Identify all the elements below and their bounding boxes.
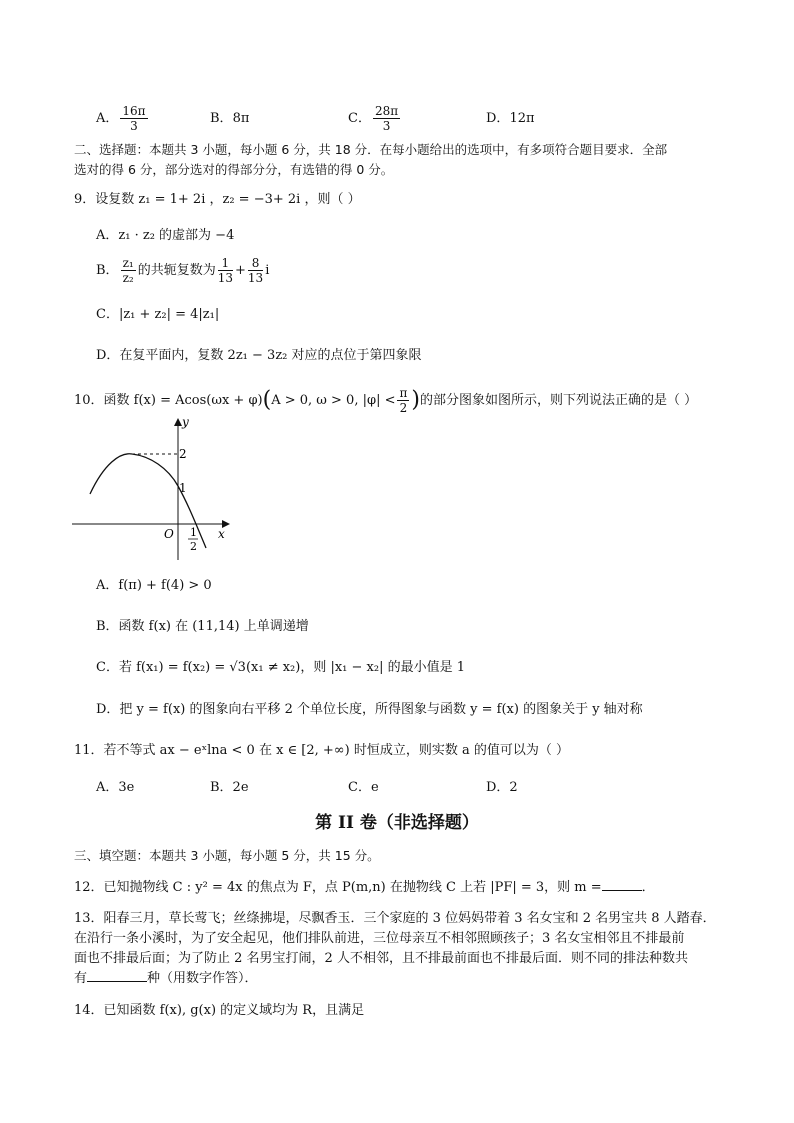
y-axis-arrow-icon (174, 418, 182, 426)
q8-a-numerator: 16π (122, 104, 146, 118)
q9-stem: 9．设复数 z₁ = 1+ 2i ，z₂ = −3+ 2i ，则（ ） (74, 192, 361, 207)
q10-function-graph (68, 414, 238, 564)
q9-option-d: D．在复平面内，复数 2z₁ − 3z₂ 对应的点位于第四象限 (96, 348, 422, 363)
q8-a-denominator: 3 (130, 119, 138, 133)
q13-line4: 有 种（用数字作答）． (74, 971, 258, 986)
q10-option-c: C．若 f(x₁) = f(x₂) = √3(x₁ ≠ x₂)，则 |x₁ − x₂| 的最小值是 1 (96, 660, 466, 675)
q11-stem: 11．若不等式 ax − eˣlna < 0 在 x ∈ [2, +∞) 时恒成立，则实数 a 的值可以为（ ） (74, 743, 569, 758)
q13-line2: 在沿行一条小溪时，为了安全起见，他们排队前进，三位母亲互不相邻照顾孩子；3 名女宝相邻且不排最前 (74, 931, 685, 946)
q14-stem: 14．已知函数 f(x), g(x) 的定义域均为 R，且满足 (74, 1003, 365, 1018)
q9-option-c: C．|z₁ + z₂| = 4|z₁| (96, 307, 220, 322)
section3-header: 三、填空题：本题共 3 小题，每小题 5 分，共 15 分。 (74, 848, 380, 863)
q10-option-d: D．把 y = f(x) 的图象向右平移 2 个单位长度，所得图象与函数 y = f(x) 的图象关于 y 轴对称 (96, 702, 643, 717)
q10-option-b: B．函数 f(x) 在 (11,14) 上单调递增 (96, 619, 309, 634)
tick-half-denominator: 2 (190, 540, 197, 553)
section2-line1: 二、选择题：本题共 3 小题，每小题 6 分，共 18 分．在每小题给出的选项中，有多项符合题目要求．全部 (74, 142, 668, 157)
q13-line1: 13．阳春三月，草长莺飞；丝绦拂堤，尽飘香玉．三个家庭的 3 位妈妈带着 3 名女宝和 2 名男宝共 8 人踏春． (74, 911, 716, 926)
q8-option-d: D．12π (486, 111, 535, 126)
q8-option-b: B．8π (210, 111, 250, 126)
tick-1: 1 (179, 481, 187, 495)
tick-half-numerator: 1 (190, 526, 197, 539)
q9-option-a: A．z₁ · z₂ 的虚部为 −4 (96, 228, 235, 243)
q13-answer-blank[interactable] (87, 981, 147, 982)
section2-line2: 选对的得 6 分，部分选对的得部分分，有选错的得 0 分。 (74, 162, 394, 177)
q8-c-denominator: 3 (382, 119, 391, 133)
q11-option-b: B．2e (210, 780, 249, 795)
q8-c-numerator: 28π (374, 104, 399, 118)
q11-option-c: C．e (348, 780, 379, 795)
tick-2: 2 (179, 447, 187, 461)
q8-option-a: A． $\frac{16\pi}{3}$ (96, 104, 146, 133)
q10-option-a: A．f(π) + f(4) > 0 (96, 578, 212, 593)
q11-option-a: A．3e (96, 780, 135, 795)
y-axis-label: y (182, 415, 189, 429)
q11-option-d: D．2 (486, 780, 518, 795)
part2-title: 第 II 卷（非选择题） (315, 813, 479, 833)
q8-option-c: C． $\frac{28\pi}{3}$ (348, 104, 399, 133)
q13-line3: 面也不排最后面；为了防止 2 名男宝打闹，2 人不相邻，且不排最前面也不排最后面．则不同的排法种数共 (74, 951, 688, 966)
q9-option-b: B． $\frac{\text{z₁}}{\text{z₂}}$ 的共轭复数为 $\frac{1}{13}$ + $\frac{8}{13}$ i (96, 256, 270, 285)
q10-stem: 10．函数 f(x) = Acos(ωx + φ)(A > 0, ω > 0, |φ| < $\frac{\pi}{2}$ )的部分图象如图所示，则下列说法正确的是（ ） (74, 386, 698, 415)
origin-label: O (164, 527, 174, 541)
q12: 12．已知抛物线 C : y² = 4x 的焦点为 F，点 P(m,n) 在抛物线 C 上若 |PF| = 3，则 m = ． (74, 880, 655, 895)
x-axis-label: x (218, 527, 225, 541)
cosine-curve (90, 454, 206, 548)
q12-answer-blank[interactable] (602, 890, 642, 891)
